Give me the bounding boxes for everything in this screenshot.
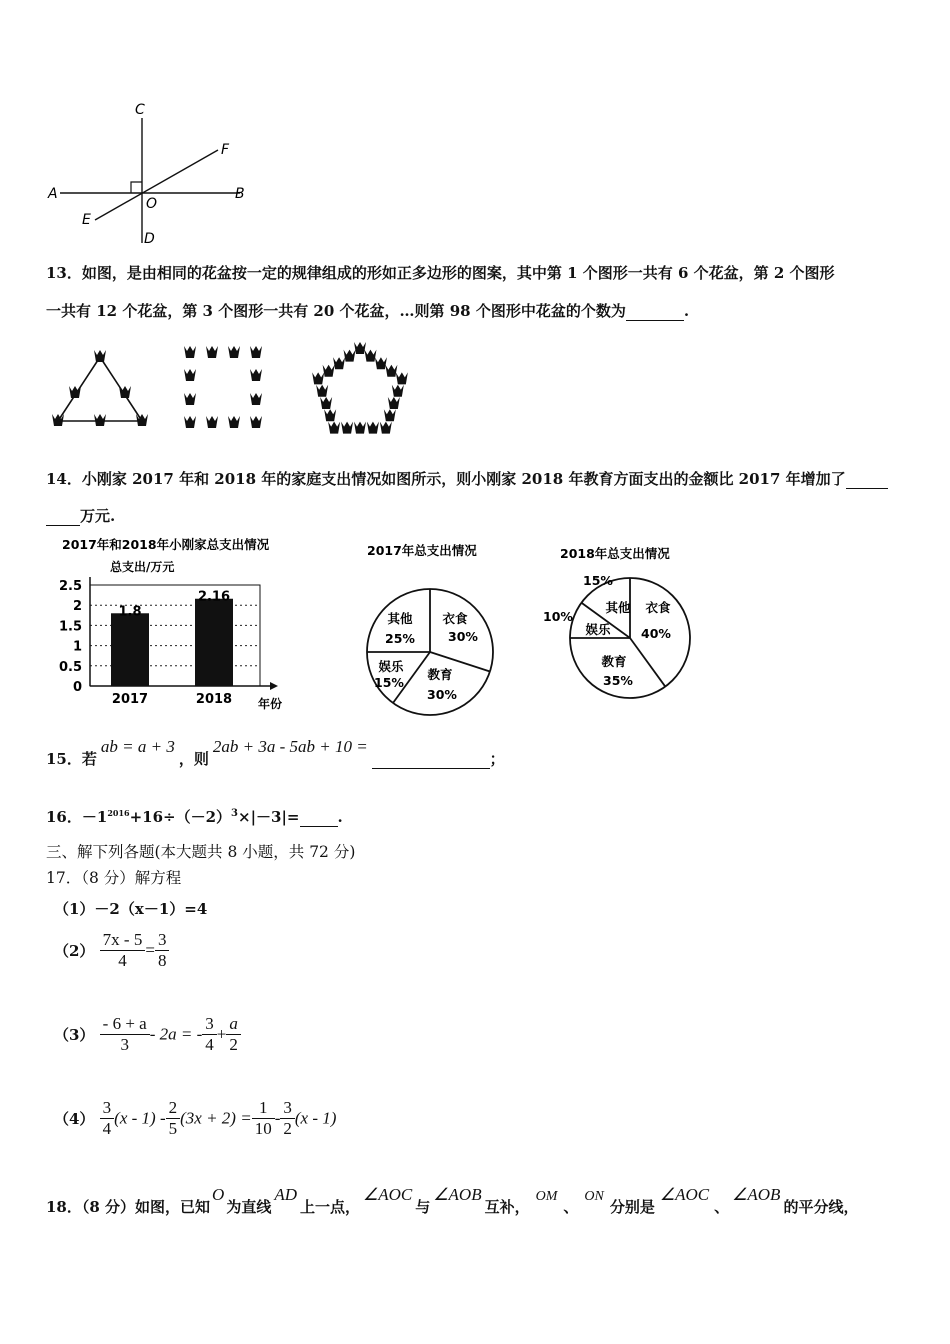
pie-label: 30% [427,687,457,702]
q18-angle-aob: ∠AOB [433,1185,482,1204]
flower-pot-shape [250,346,262,358]
q18-on: ON [584,1189,604,1204]
q14-line1-text: 14．小刚家 2017 年和 2018 年的家庭支出情况如图所示，则小刚家 2018 年教育方面支出的金额比 2017 年增加了 [46,470,846,488]
pie-label: 15% [374,675,404,690]
q17-part3-label: （3） [54,1026,95,1044]
flower-pot-icon [316,385,328,397]
flower-pot-shape [206,416,218,428]
q18-t7: 、 [714,1198,730,1216]
bar-chart-ylabel: 总支出/万元 [110,560,175,574]
q17-p4-num1: 3 [100,1098,115,1119]
q17-p3-frac1 [100,1014,150,1055]
flower-pot-shape [375,357,387,369]
q17-p4-term4: (x - 1) [294,1108,337,1128]
q15 [46,737,505,769]
flower-pot-shape [388,397,400,409]
flower-pot-icon [367,422,379,434]
flower-pot-icon [328,422,340,434]
y-tick-label: 1.5 [58,619,82,635]
pie-label: 25% [385,631,415,646]
flower-pot-icon [384,409,396,421]
flower-pot-shape [184,369,196,381]
y-tick-label: 2 [72,599,82,615]
label-b: B [235,186,245,202]
flower-pot-shape [380,422,392,434]
pie-label: 衣食 [442,611,468,626]
flower-pot-icon [324,409,336,421]
q17-p4-den1: 4 [102,1119,112,1138]
pie-label: 教育 [601,654,627,669]
pie-divider [630,638,665,687]
angle-figure [40,98,260,250]
q17-p4-term3: - [274,1108,281,1128]
label-a: A [48,186,58,202]
flower-pot-icon [250,369,262,381]
q17-part1: （1）－2（x－1）=4 [54,900,208,918]
label-o: O [146,196,158,212]
flower-pot-icon [385,365,397,377]
flower-pot-icon [380,422,392,434]
q16-text: 16．－1 [46,808,108,826]
flower-pot-icon [341,422,353,434]
flower-pot-icon [250,416,262,428]
flower-pot-shape [250,393,262,405]
flower-pot-icon [94,414,106,426]
q17-p4-num2: 2 [166,1098,181,1119]
q18-t6: 分别是 [609,1198,655,1216]
x-tick-label: 2018 [195,692,233,707]
q18-prefix: 18．（8 分）如图，已知 [46,1198,211,1216]
q18-point-o: O [212,1185,225,1204]
bar-value-label: 1.8 [118,604,142,620]
y-tick-label: 1 [72,639,82,655]
flower-pot-shape [184,346,196,358]
y-tick-label: 0 [72,680,82,695]
flower-pot-icon [396,372,408,384]
q17-p2-den1: 4 [118,951,127,970]
q18-t4: 互补， [484,1198,530,1216]
flower-pot-shape [250,416,262,428]
q18-line-ad: AD [274,1185,298,1204]
flower-pot-shape [228,346,240,358]
q17-p2-frac2 [155,930,170,971]
q18-t8: 的平分线， [783,1198,859,1216]
q17-p3-den2: 4 [205,1035,214,1054]
bar-chart [50,533,295,718]
q18-t3: 与 [415,1198,431,1216]
flower-pot-shape [384,409,396,421]
flower-pot-icon [228,416,240,428]
pie-label: 35% [603,673,633,688]
flower-pot-icon [250,393,262,405]
flower-pot-shape [94,350,106,362]
q13-line1: 13．如图，是由相同的花盆按一定的规律组成的形如正多边形的图案，其中第 1 个图形一共有 6 个花盆，第 2 个图形 [46,264,835,282]
flower-pot-icon [388,397,400,409]
q14-unit: 万元. [80,507,116,525]
flower-pot-shape [344,350,356,362]
q18-t1: 为直线 [226,1198,272,1216]
flower-pot-shape [341,422,353,434]
q15-answer-blank[interactable] [372,750,490,769]
flower-pot-icon [375,357,387,369]
pie-label: 其他 [605,600,631,615]
label-d: D [144,231,155,247]
q16 [46,806,343,827]
q17-p2-den2: 8 [157,951,167,970]
q17-p3-num2: 3 [202,1014,217,1035]
bar-chart-title: 2017年和2018年小刚家总支出情况 [62,537,270,552]
q18 [46,1185,859,1217]
q13-answer-blank[interactable] [626,302,684,321]
q17-p4-num3: 1 [252,1098,275,1119]
q14-answer-blank-1[interactable] [846,470,888,489]
pie-label: 10% [543,609,573,624]
q17-p4-num4: 3 [280,1098,295,1119]
q17-p3-den3: 2 [229,1035,238,1054]
flower-pot-icon [184,369,196,381]
q17-p4-den3: 10 [254,1119,272,1138]
pie-label: 15% [583,573,613,588]
flower-pot-icon [333,357,345,369]
flower-pot-icon [354,342,366,354]
q17-p2-eq: = [145,940,155,960]
flower-pot-icon [228,346,240,358]
q16-tail: ×|－3|= [238,808,300,826]
flower-pot-shape [316,385,328,397]
q17-p3-num3: a [226,1014,241,1035]
flower-pot-shape [206,346,218,358]
flower-pot-shape [364,350,376,362]
flower-pot-shape [312,372,324,384]
q17-p4-term2: (3x + 2) = [180,1108,252,1128]
q17-p2-frac1 [100,930,146,971]
pie-label: 娱乐 [378,659,404,674]
flower-pot-icon [250,346,262,358]
flower-pot-shape [320,397,332,409]
q18-t2: 上一点， [300,1198,361,1216]
flower-pot-shape [324,409,336,421]
flower-pot-shape [392,385,404,397]
x-axis-arrow [270,682,278,690]
q17-p3-mid: - 2a = - [149,1024,203,1044]
flower-pot-icon [354,422,366,434]
pie-chart-2017 [355,535,510,720]
q17-p4-frac3 [252,1098,275,1139]
flower-pot-icon [312,372,324,384]
q17-p3-plus: + [216,1024,227,1044]
flower-pot-shape [228,416,240,428]
pie-chart-2018 [540,540,705,720]
pie-label: 教育 [427,667,453,682]
q17-p4-den2: 5 [168,1119,178,1138]
q14-answer-blank-2[interactable] [46,507,80,526]
flower-pot-icon [184,346,196,358]
flower-pot-icon [364,350,376,362]
flower-pot-shape [250,369,262,381]
flower-pot-figures [40,335,440,445]
flower-pot-icon [323,365,335,377]
q15-expression: 2ab + 3a - 5ab + 10 = [212,737,368,756]
flower-pot-shape [94,414,106,426]
q13-line2 [46,300,689,321]
q14-line1 [46,468,888,489]
q17-p4-frac2 [166,1098,181,1139]
bar-value-label: 2.16 [197,589,231,605]
bar-chart-xlabel: 年份 [258,697,283,711]
pie-2017-title: 2017年总支出情况 [367,543,477,558]
q17-p2-num1: 7x - 5 [100,930,146,951]
q18-om: OM [535,1189,558,1204]
flower-pot-icon [320,397,332,409]
q15-prefix: 15．若 [46,750,97,768]
q13-end: . [683,302,690,320]
q16-mid: +16÷（－2） [129,808,232,826]
flower-pot-shape [385,365,397,377]
flower-pot-icon [184,416,196,428]
flower-pot-shape [354,422,366,434]
q13-line2-text: 一共有 12 个花盆，第 3 个图形一共有 20 个花盆，…则第 98 个图形中花盆的个数为 [46,302,626,320]
q15-mid: ，则 [178,750,209,768]
q17-part2-label: （2） [54,942,95,960]
flower-pot-icon [184,393,196,405]
q17-part4 [54,1098,336,1139]
flower-pot-shape [367,422,379,434]
label-f: F [221,142,230,158]
q18-angle-aoc: ∠AOC [363,1185,413,1204]
q17-p3-frac2 [202,1014,217,1055]
flower-pot-shape [333,357,345,369]
flower-pot-icon [206,346,218,358]
q16-exponent-2: 3 [231,808,238,819]
flower-pot-shape [354,342,366,354]
bar-2017 [111,613,149,686]
pie-2018-title: 2018年总支出情况 [560,546,670,561]
q17-p4-frac1 [100,1098,115,1139]
q17-p3-frac3 [226,1014,241,1055]
pie-label: 30% [448,629,478,644]
q16-exponent-1: 2016 [107,808,130,818]
flower-pot-icon [392,385,404,397]
y-tick-label: 2.5 [58,579,82,594]
q18-t5: 、 [563,1198,579,1216]
q15-end: ； [489,750,505,768]
label-c: C [135,102,145,118]
q17-part4-label: （4） [54,1110,95,1128]
q17-p3-den1: 3 [120,1035,129,1054]
flower-pot-icon [94,350,106,362]
q15-condition: ab = a + 3 [100,737,175,756]
flower-pot-shape [184,393,196,405]
pie-label: 娱乐 [585,622,611,637]
flower-pot-shape [396,372,408,384]
right-angle-mark [131,182,142,193]
q16-answer-blank[interactable] [300,808,338,827]
section-3-heading: 三、解下列各题(本大题共 8 小题，共 72 分) [46,843,356,861]
q17-p4-frac4 [280,1098,295,1139]
label-e: E [82,212,91,228]
q17-p4-den4: 2 [283,1119,292,1138]
q16-end: . [337,808,343,826]
flower-pot-icon [344,350,356,362]
q18-angle-aoc-2: ∠AOC [659,1185,710,1204]
q17-p4-term1: (x - 1) - [114,1108,166,1128]
flower-pot-shape [323,365,335,377]
flower-pot-shape [328,422,340,434]
q17-title: 17．（8 分）解方程 [46,869,182,887]
y-tick-label: 0.5 [58,659,82,675]
q17-p3-num1: - 6 + a [100,1014,150,1035]
pie-label: 衣食 [645,600,671,615]
pie-label: 其他 [387,611,413,626]
pie-label: 40% [641,626,671,641]
q14-line2 [46,505,115,526]
flower-pot-shape [184,416,196,428]
x-tick-label: 2017 [111,692,149,707]
q17-part2 [54,930,169,971]
q18-angle-aob-2: ∠AOB [732,1185,781,1204]
flower-pot-icon [206,416,218,428]
q17-p2-num2: 3 [155,930,170,951]
bar-2018 [195,599,233,686]
q17-part3 [54,1014,241,1055]
